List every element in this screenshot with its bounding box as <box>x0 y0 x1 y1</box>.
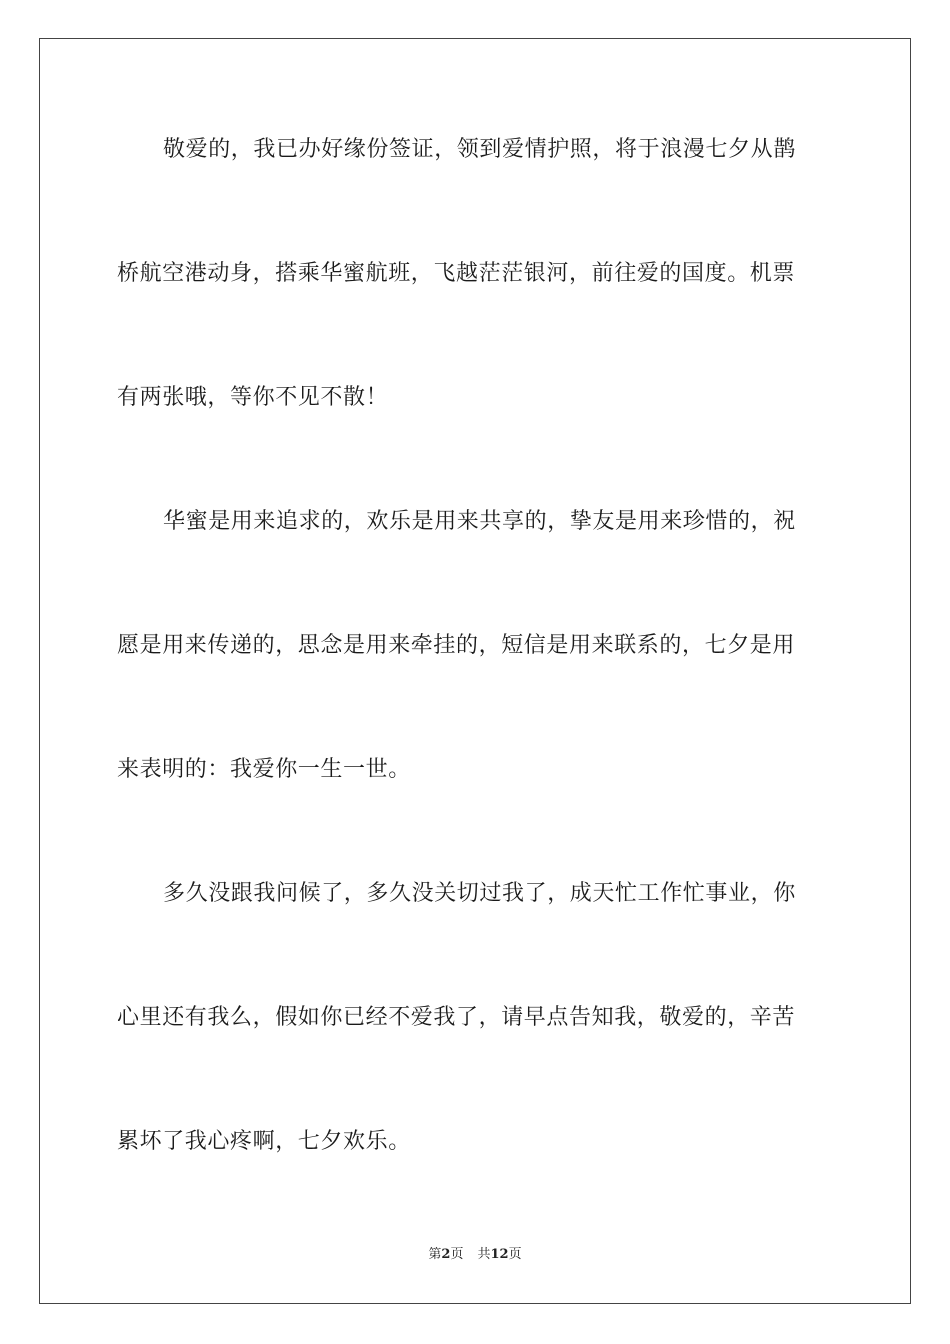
paragraph-1-line-3: 有两张哦，等你不见不散！ <box>117 385 389 410</box>
total-pages: 12 <box>490 1247 509 1262</box>
paragraph-3-line-2: 心里还有我么，假如你已经不爱我了，请早点告知我，敬爱的，辛苦 <box>117 1005 796 1030</box>
total-suffix: 页 <box>508 1247 522 1262</box>
page-prefix: 第 <box>428 1247 442 1262</box>
paragraph-2-line-3: 来表明的：我爱你一生一世。 <box>117 757 411 782</box>
page-number: 2 <box>441 1247 451 1262</box>
paragraph-2-line-2: 愿是用来传递的，思念是用来牵挂的，短信是用来联系的，七夕是用 <box>117 633 796 658</box>
page-border <box>39 38 911 1304</box>
paragraph-3-line-1: 多久没跟我问候了，多久没关切过我了，成天忙工作忙事业，你 <box>163 881 796 906</box>
page-suffix: 页 <box>450 1247 464 1262</box>
paragraph-2-line-1: 华蜜是用来追求的，欢乐是用来共享的，挚友是用来珍惜的，祝 <box>163 509 796 534</box>
paragraph-1-line-2: 桥航空港动身，搭乘华蜜航班，飞越茫茫银河，前往爱的国度。机票 <box>117 261 796 286</box>
total-prefix: 共 <box>477 1247 491 1262</box>
paragraph-3-line-3: 累坏了我心疼啊，七夕欢乐。 <box>117 1129 411 1154</box>
page-footer <box>0 1246 950 1264</box>
paragraph-1-line-1: 敬爱的，我已办好缘份签证，领到爱情护照，将于浪漫七夕从鹊 <box>163 137 796 162</box>
